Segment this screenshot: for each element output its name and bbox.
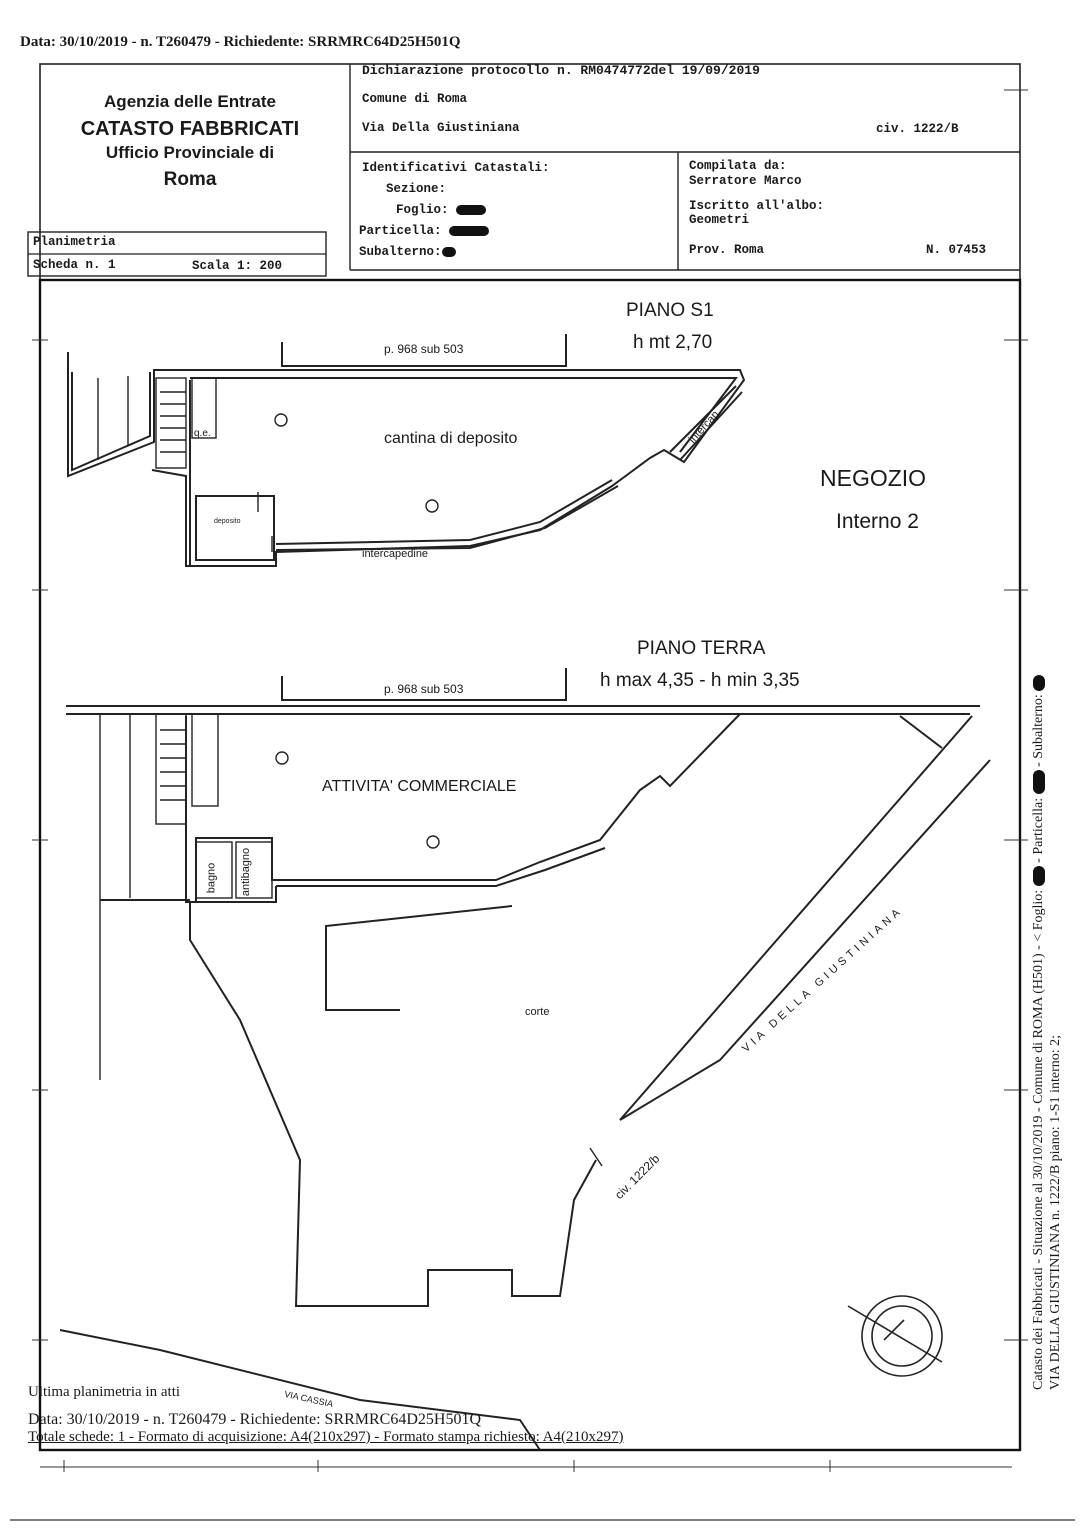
redaction-mark — [442, 247, 456, 257]
s1-qe: q.e. — [194, 428, 211, 439]
identifier-subalterno — [359, 245, 456, 259]
footer-totale: Totale schede: 1 - Formato di acquisizione: A4(210x297) - Formato stampa richiesto: A4(210x297) — [28, 1429, 624, 1445]
compiler-albo: Geometri — [689, 213, 750, 227]
agency-block — [60, 92, 320, 191]
side-line-1: Catasto dei Fabbricati - Situazione al 30/10/2019 - Comune di ROMA (H501) - < Foglio: - Particella: - Subalterno: — [1030, 490, 1047, 1390]
north-arrow-icon — [848, 1296, 942, 1376]
redaction-mark — [1033, 866, 1045, 886]
interno-label: Interno 2 — [836, 510, 919, 533]
office-label: Ufficio Provinciale di — [105, 143, 275, 162]
identifier-foglio-label: Foglio: — [396, 203, 449, 217]
declaration-via: Via Della Giustiniana — [362, 121, 520, 135]
compiler-prov: Prov. Roma — [689, 243, 765, 257]
pt-neighbor: p. 968 sub 503 — [384, 682, 464, 696]
side-line-2: VIA DELLA GIUSTINIANA n. 1222/B piano: 1-S1 interno: 2; — [1048, 1034, 1063, 1390]
s1-deposito: deposito — [214, 518, 241, 525]
document-header: Data: 30/10/2019 - n. T260479 - Richiedente: SRRMRC64D25H501Q — [20, 34, 461, 50]
negozio-label: NEGOZIO — [820, 465, 927, 491]
identifier-subalterno-label: Subalterno: — [359, 245, 442, 259]
footer — [28, 1384, 624, 1446]
footer-data: Data: 30/10/2019 - n. T260479 - Richiedente: SRRMRC64D25H501Q — [28, 1411, 482, 1428]
identifier-sezione: Sezione: — [386, 182, 447, 196]
redaction-mark — [1033, 675, 1045, 691]
identifiers-title: Identificativi Catastali: — [362, 161, 550, 175]
agency-name: Agenzia delle Entrate — [104, 92, 276, 111]
redaction-mark — [1033, 770, 1045, 794]
compiler-iscritto: Iscritto all'albo: — [689, 199, 825, 213]
declaration-civ: civ. 1222/B — [876, 122, 959, 136]
corte-label: corte — [525, 1006, 550, 1018]
office-city: Roma — [163, 169, 217, 190]
catasto-title: CATASTO FABBRICATI — [80, 118, 300, 140]
sheet-scale: Scala 1: 200 — [192, 259, 283, 273]
via-cassia-label: VIA CASSIA — [283, 1388, 335, 1410]
side-caption — [1030, 490, 1064, 1390]
identifier-particella — [359, 224, 489, 238]
civic-number: civ. 1222/b — [612, 1151, 663, 1202]
sheet-type: Planimetria — [33, 235, 116, 249]
street-label: VIA DELLA GIUSTINIANA — [740, 904, 906, 1055]
compiler-number: N. 07453 — [926, 243, 987, 257]
s1-neighbor: p. 968 sub 503 — [384, 342, 464, 356]
s1-intercapedine: intercapedine — [362, 548, 429, 560]
identifier-particella-label: Particella: — [359, 224, 442, 238]
compiler-label: Compilata da: — [689, 159, 787, 173]
s1-title: PIANO S1 — [626, 300, 714, 321]
pt-height: h max 4,35 - h min 3,35 — [600, 670, 800, 691]
s1-intercap: intercap. — [686, 406, 724, 446]
antibagno-label: antibagno — [240, 847, 253, 897]
footer-ultima: Ultima planimetria in atti — [28, 1384, 181, 1400]
bagno-label: bagno — [205, 862, 218, 894]
sheet-number: Scheda n. 1 — [33, 258, 116, 272]
identifier-foglio — [396, 203, 486, 217]
pt-title: PIANO TERRA — [637, 638, 766, 659]
s1-height: h mt 2,70 — [633, 332, 713, 353]
redaction-mark — [456, 205, 486, 215]
declaration-comune: Comune di Roma — [362, 92, 468, 106]
redaction-mark — [449, 226, 489, 236]
compiler-name: Serratore Marco — [689, 174, 802, 188]
pt-room: ATTIVITA' COMMERCIALE — [322, 778, 517, 795]
declaration-protocol: Dichiarazione protocollo n. RM0474772del 19/09/2019 — [362, 63, 760, 78]
s1-room: cantina di deposito — [384, 430, 518, 447]
